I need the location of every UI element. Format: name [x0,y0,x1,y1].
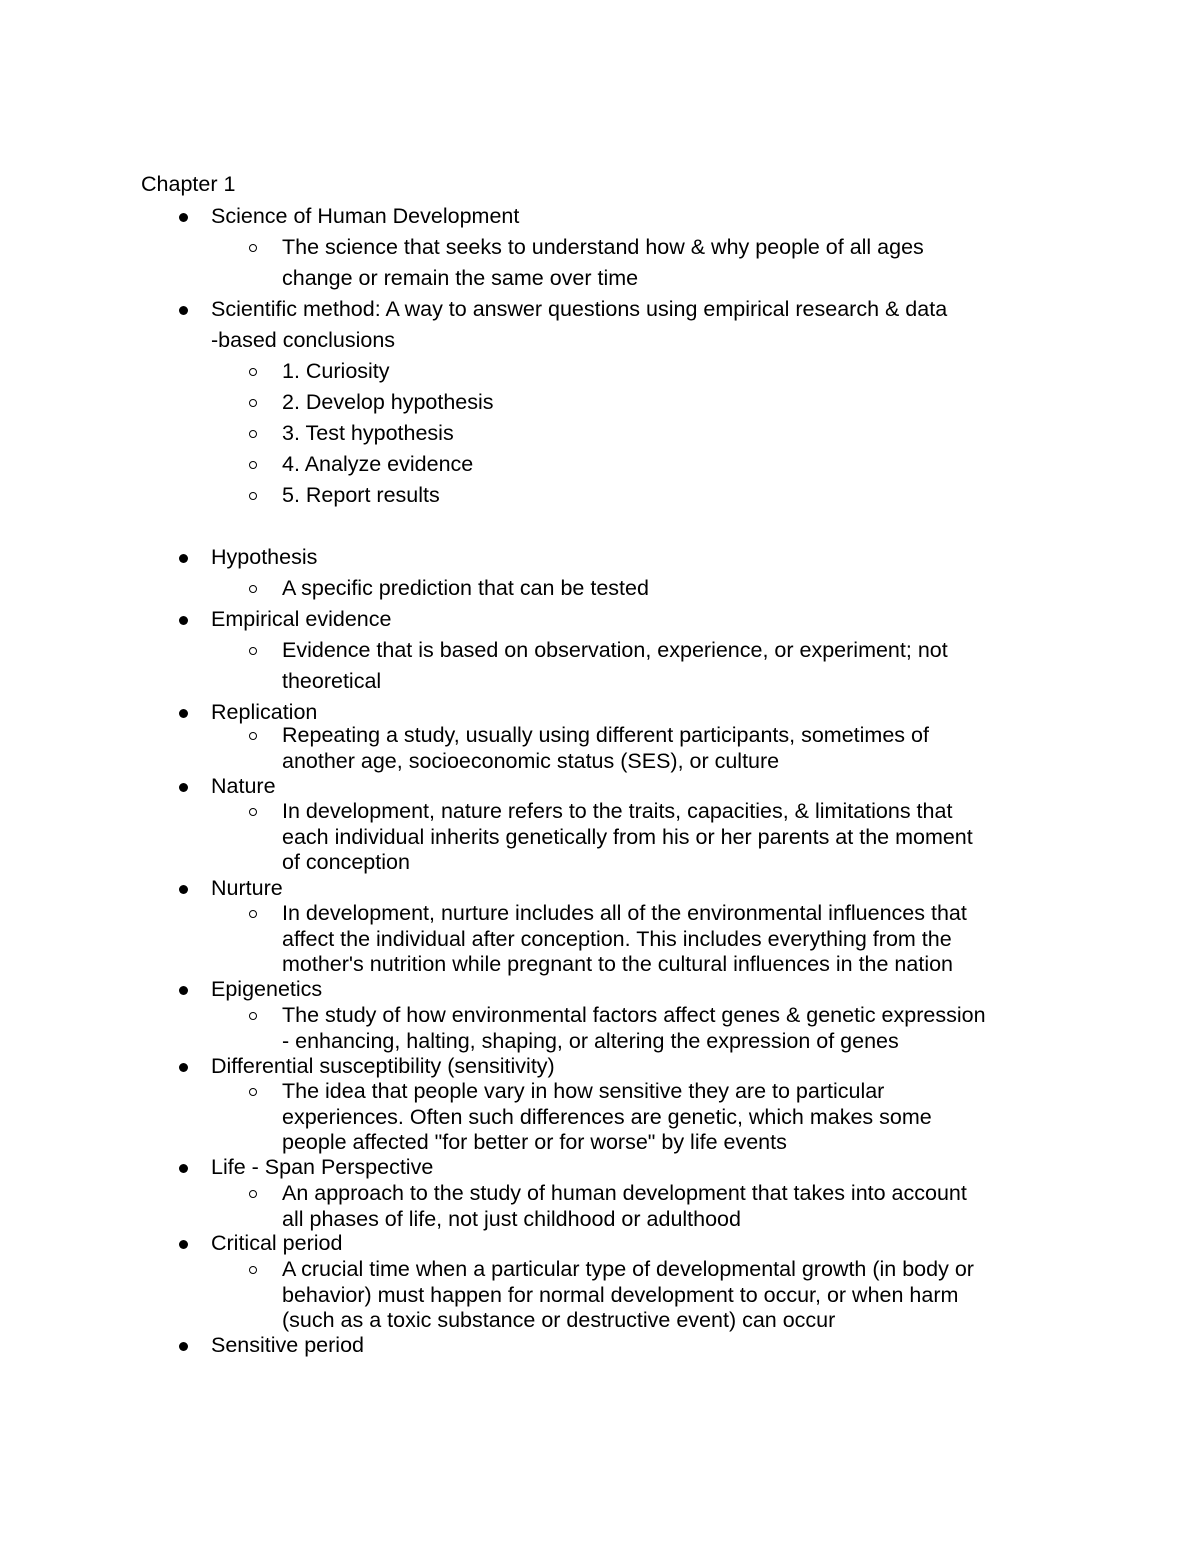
list-item-text [282,480,1062,511]
text-line: The study of how environmental factors affect genes & genetic expression [282,1003,986,1027]
list-item-text [282,901,1062,978]
text-line: experiences. Often such differences are genetic, which makes some [282,1104,932,1129]
hollow-bullet-icon [249,1012,257,1020]
list-item-text [211,201,1041,232]
list-item-text [282,387,1062,418]
hollow-bullet-icon [249,430,257,438]
list-item-text [211,977,1041,1003]
hollow-bullet-icon [249,244,257,252]
text-line: Hypothesis [211,545,318,569]
hollow-bullet-icon [249,368,257,376]
bullet-icon [179,213,188,222]
bullet-icon [179,1240,188,1249]
text-line: people affected "for better or for worse" by life events [282,1130,787,1154]
list-item-text [282,232,1062,294]
text-line: In development, nurture includes all of the environmental influences that [282,901,967,925]
text-line: 5. Report results [282,483,440,507]
bullet-icon [179,783,188,792]
bullet-icon [179,1063,188,1072]
list-item-text [211,294,1041,356]
list-item-text [282,723,1062,774]
list-item-text [282,418,1062,449]
text-line: Evidence that is based on observation, experience, or experiment; not [282,638,948,662]
text-line: - enhancing, halting, shaping, or altering the expression of genes [282,1028,899,1053]
text-line: A crucial time when a particular type of developmental growth (in body or [282,1257,974,1281]
bullet-icon [179,616,188,625]
hollow-bullet-icon [249,1190,257,1198]
hollow-bullet-icon [249,732,257,740]
hollow-bullet-icon [249,910,257,918]
chapter-title: Chapter 1 [141,172,236,196]
bullet-icon [179,709,188,718]
text-line: behavior) must happen for normal development to occur, or when harm [282,1282,959,1307]
hollow-bullet-icon [249,808,257,816]
list-item-text [211,876,1041,902]
list-item-text [211,1054,1041,1080]
text-line: Nurture [211,876,283,900]
text-line: Science of Human Development [211,204,520,228]
list-item-text [282,1003,1062,1054]
text-line: Replication [211,700,318,724]
hollow-bullet-icon [249,399,257,407]
text-line: all phases of life, not just childhood or adulthood [282,1206,741,1231]
hollow-bullet-icon [249,1088,257,1096]
text-line: A specific prediction that can be tested [282,576,649,600]
text-line: 2. Develop hypothesis [282,390,494,414]
text-line: Differential susceptibility (sensitivity) [211,1054,555,1078]
list-item-text [282,635,1062,697]
list-item-text [211,1333,1041,1359]
text-line: mother's nutrition while pregnant to the cultural influences in the nation [282,952,954,976]
bullet-icon [179,306,188,315]
list-item-text [211,542,1041,573]
text-line: In development, nature refers to the traits, capacities, & limitations that [282,799,953,823]
list-item-text [211,1231,1041,1257]
bullet-icon [179,1342,188,1351]
text-line: each individual inherits genetically from his or her parents at the moment [282,824,973,849]
text-line: Epigenetics [211,977,323,1001]
text-line: 1. Curiosity [282,359,390,383]
text-line: The science that seeks to understand how & why people of all ages [282,235,924,259]
text-line: another age, socioeconomic status (SES), or culture [282,748,780,773]
text-line: Critical period [211,1231,343,1255]
text-line: 4. Analyze evidence [282,452,474,476]
list-item-text [282,356,1062,387]
text-line: Nature [211,774,276,798]
hollow-bullet-icon [249,585,257,593]
bullet-icon [179,986,188,995]
text-line: 3. Test hypothesis [282,421,454,445]
hollow-bullet-icon [249,492,257,500]
bullet-icon [179,1164,188,1173]
text-line: The idea that people vary in how sensitive they are to particular [282,1079,885,1103]
text-line: change or remain the same over time [282,266,639,290]
text-line: Scientific method: A way to answer questions using empirical research & data [211,297,948,321]
list-item-text [211,604,1041,635]
text-line: Repeating a study, usually using different participants, sometimes of [282,723,929,747]
list-item-text [282,1079,1062,1156]
list-item-text [282,799,1062,876]
bullet-icon [179,885,188,894]
text-line: -based conclusions [211,328,396,352]
list-item-text [282,573,1062,604]
bullet-icon [179,554,188,563]
hollow-bullet-icon [249,1266,257,1274]
text-line: affect the individual after conception. This includes everything from the [282,926,952,951]
text-line: theoretical [282,669,382,693]
text-line: An approach to the study of human development that takes into account [282,1181,967,1205]
hollow-bullet-icon [249,647,257,655]
list-item-text [211,1155,1041,1181]
text-line: (such as a toxic substance or destructive event) can occur [282,1308,836,1332]
text-line: Sensitive period [211,1333,364,1357]
list-item-text [282,1257,1062,1334]
list-item-text [211,774,1041,800]
text-line: Empirical evidence [211,607,392,631]
list-item-text [282,449,1062,480]
text-line: of conception [282,850,410,874]
hollow-bullet-icon [249,461,257,469]
list-item-text [282,1181,1062,1232]
text-line: Life - Span Perspective [211,1155,434,1179]
